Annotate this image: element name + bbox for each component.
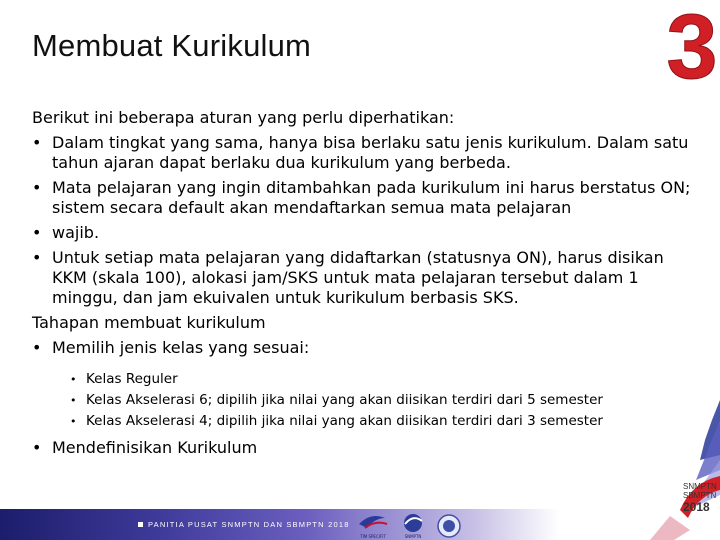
class-type-item: • Kelas Akselerasi 4; dipilih jika nilai yang akan diisikan terdiri dari 3 semester xyxy=(32,411,692,432)
class-type-item: • Kelas Reguler xyxy=(32,369,692,390)
rule-item: • Untuk setiap mata pelajaran yang didaftarkan (statusnya ON), harus disikan KKM (skala 100), alokasi jam/SKS untuk mata pelajaran tersebut dalam 1 minggu, dan jam ekuivalen untuk kurikulum berbasis SKS. xyxy=(32,248,692,308)
event-line-1: SNMPTN xyxy=(683,482,717,491)
rule-item: • Dalam tingkat yang sama, hanya bisa berlaku satu jenis kurikulum. Dalam satu tahun ajaran dapat berlaku dua kurikulum yang berbeda. xyxy=(32,133,692,173)
event-text xyxy=(683,482,717,500)
snmptn-logo xyxy=(398,512,428,540)
rule-item: • wajib. xyxy=(32,223,692,243)
event-line-2: SBMPTN xyxy=(683,491,717,500)
seal-logo xyxy=(436,513,462,539)
tim-specifit-logo-text: TIM SPECIFIT xyxy=(360,534,386,539)
footer-square-icon xyxy=(138,522,143,527)
section-number-graphic xyxy=(660,4,720,84)
section-number: 3 xyxy=(666,4,718,84)
footer-text: PANITIA PUSAT SNMPTN DAN SBMPTN 2018 xyxy=(148,520,350,529)
page-title: Membuat Kurikulum xyxy=(32,28,312,63)
steps-heading: Tahapan membuat kurikulum xyxy=(32,313,266,332)
footer-banner xyxy=(0,509,560,540)
step-item: • Mendefinisikan Kurikulum xyxy=(32,438,692,458)
intro-text: Berikut ini beberapa aturan yang perlu diperhatikan: xyxy=(32,108,455,127)
slide-body xyxy=(32,108,692,463)
decorative-ribbon xyxy=(650,400,720,540)
snmptn-logo-text: SNMPTN xyxy=(404,534,422,539)
step-item: • Memilih jenis kelas yang sesuai: xyxy=(32,338,692,358)
tim-specifit-logo xyxy=(355,510,391,540)
event-year: 2018 xyxy=(683,500,710,514)
class-type-item: • Kelas Akselerasi 6; dipilih jika nilai yang akan diisikan terdiri dari 5 semester xyxy=(32,390,692,411)
rule-item: • Mata pelajaran yang ingin ditambahkan pada kurikulum ini harus berstatus ON; sistem secara default akan mendaftarkan semua mata pelajaran xyxy=(32,178,692,218)
